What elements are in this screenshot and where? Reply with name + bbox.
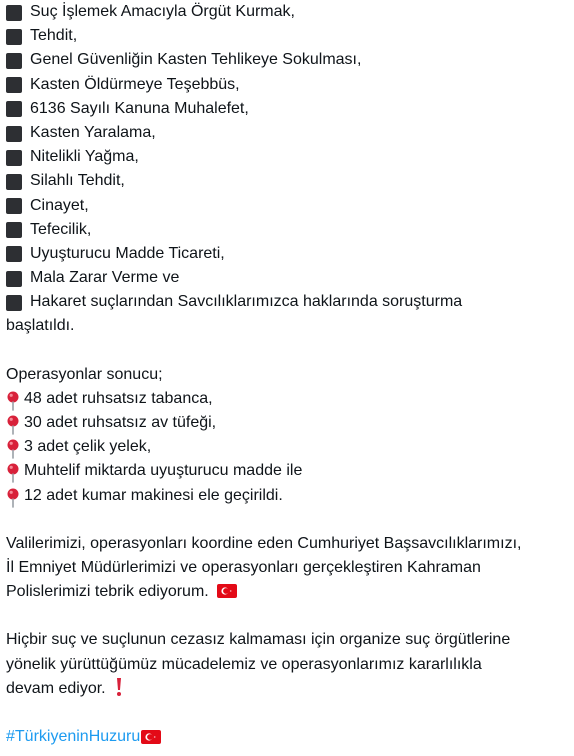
list-item xyxy=(6,242,568,266)
closing-paragraph xyxy=(6,628,568,701)
black-square-icon xyxy=(6,271,22,287)
list-item-text: Genel Güvenliğin Kasten Tehlikeye Sokulması, xyxy=(30,51,362,69)
list-item-continuation: başlatıldı. xyxy=(6,317,75,335)
list-item xyxy=(6,459,568,483)
list-item xyxy=(6,484,568,508)
round-pushpin-icon xyxy=(6,391,20,411)
list-item xyxy=(6,266,568,290)
black-square-icon xyxy=(6,29,22,45)
paragraph-line: Valilerimizi, operasyonları koordine eden Cumhuriyet Başsavcılıklarımızı, xyxy=(6,534,522,552)
black-square-icon xyxy=(6,101,22,117)
black-square-icon xyxy=(6,198,22,214)
turkey-flag-icon xyxy=(217,584,237,598)
list-item-text: Kasten Yaralama, xyxy=(30,124,156,142)
list-item-text: 3 adet çelik yelek, xyxy=(24,438,152,456)
round-pushpin-icon xyxy=(6,488,20,508)
results-section xyxy=(6,363,568,508)
paragraph-line: Hiçbir suç ve suçlunun cezasız kalmaması için organize suç örgütlerine xyxy=(6,631,511,649)
list-item-text: Tefecilik, xyxy=(30,220,92,238)
list-item-text: Mala Zarar Verme ve xyxy=(30,269,180,287)
list-item xyxy=(6,121,568,145)
paragraph-line xyxy=(6,580,568,604)
paragraph-gap xyxy=(6,701,568,725)
round-pushpin-icon xyxy=(6,439,20,459)
paragraph-line: İl Emniyet Müdürlerimizi ve operasyonları gerçekleştiren Kahraman xyxy=(6,558,481,576)
list-item-text: 48 adet ruhsatsız tabanca, xyxy=(24,389,213,407)
paragraph-line-text: devam ediyor. xyxy=(6,679,106,697)
list-item xyxy=(6,169,568,193)
list-item-text: Silahlı Tehdit, xyxy=(30,172,125,190)
paragraph-line: yönelik yürüttüğümüz mücadelemiz ve operasyonlarımız kararlılıkla xyxy=(6,655,482,673)
paragraph-gap xyxy=(6,339,568,363)
black-square-icon xyxy=(6,150,22,166)
list-item xyxy=(6,194,568,218)
paragraph-line-text: Polislerimizi tebrik ediyorum. xyxy=(6,583,209,601)
black-square-icon xyxy=(6,174,22,190)
black-square-icon xyxy=(6,77,22,93)
list-item xyxy=(6,387,568,411)
list-item xyxy=(6,24,568,48)
list-item xyxy=(6,435,568,459)
list-item xyxy=(6,0,568,24)
list-item-text: Uyuşturucu Madde Ticareti, xyxy=(30,244,225,262)
hashtag-row xyxy=(6,725,568,749)
crime-list xyxy=(6,0,568,339)
black-square-icon xyxy=(6,295,22,311)
paragraph-line xyxy=(6,677,568,701)
results-heading: Operasyonlar sonucu; xyxy=(6,365,163,383)
thanks-paragraph xyxy=(6,532,568,605)
list-item xyxy=(6,290,568,314)
list-item-text: 12 adet kumar makinesi ele geçirildi. xyxy=(24,486,283,504)
paragraph-gap xyxy=(6,508,568,532)
black-square-icon xyxy=(6,126,22,142)
list-item-text: Hakaret suçlarından Savcılıklarımızca haklarında soruşturma xyxy=(30,293,463,311)
black-square-icon xyxy=(6,222,22,238)
list-item xyxy=(6,411,568,435)
round-pushpin-icon xyxy=(6,415,20,435)
paragraph-gap xyxy=(6,604,568,628)
list-item xyxy=(6,73,568,97)
list-item xyxy=(6,218,568,242)
list-item-text: 6136 Sayılı Kanuna Muhalefet, xyxy=(30,99,249,117)
hashtag-link[interactable]: #TürkiyeninHuzuru xyxy=(6,727,141,745)
list-item-text: Tehdit, xyxy=(30,27,78,45)
black-square-icon xyxy=(6,53,22,69)
red-exclamation-icon xyxy=(114,677,124,697)
round-pushpin-icon xyxy=(6,463,20,483)
black-square-icon xyxy=(6,5,22,21)
turkey-flag-icon xyxy=(141,730,161,744)
list-item-text: Suç İşlemek Amacıyla Örgüt Kurmak, xyxy=(30,3,295,21)
list-item-text: Nitelikli Yağma, xyxy=(30,148,139,166)
list-item-text: 30 adet ruhsatsız av tüfeği, xyxy=(24,414,217,432)
list-item xyxy=(6,48,568,72)
list-item-text: Kasten Öldürmeye Teşebbüs, xyxy=(30,75,240,93)
black-square-icon xyxy=(6,246,22,262)
list-item-text: Cinayet, xyxy=(30,196,89,214)
list-item xyxy=(6,97,568,121)
list-item-text: Muhtelif miktarda uyuşturucu madde ile xyxy=(24,462,303,480)
list-item xyxy=(6,145,568,169)
